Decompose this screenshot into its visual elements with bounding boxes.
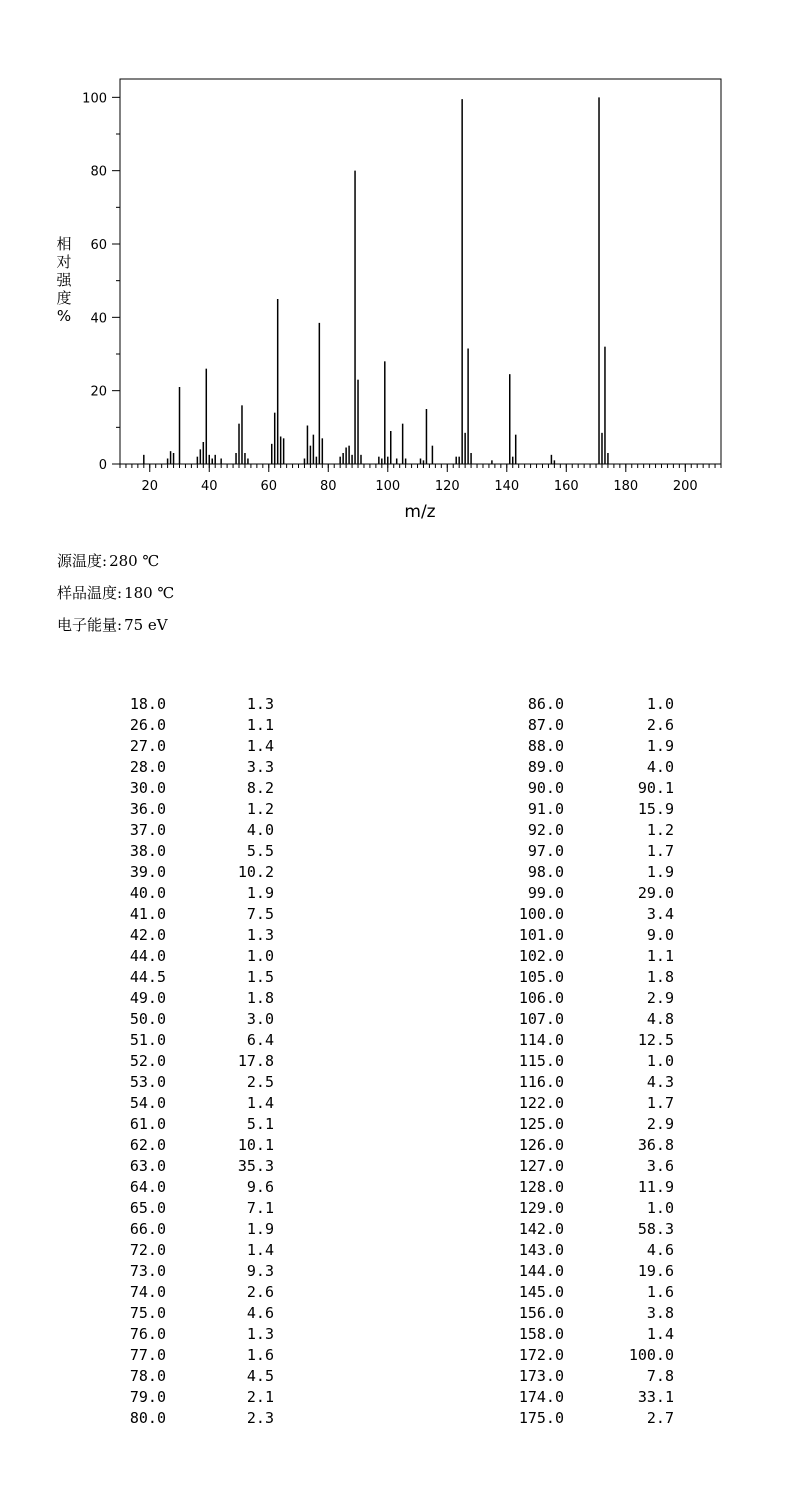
- table-row: [400, 925, 700, 946]
- abundance-value: 1.3: [246, 1325, 274, 1343]
- abundance-value: 90.1: [637, 779, 674, 797]
- x-tick-label: 20: [141, 479, 159, 494]
- table-row: [400, 988, 700, 1009]
- abundance-value: 7.8: [646, 1367, 674, 1385]
- y-tick-label: 0: [98, 458, 107, 473]
- table-row: [400, 1408, 700, 1429]
- x-axis-ticks: [141, 464, 697, 494]
- table-row: [0, 862, 300, 883]
- mz-value: 125.0: [518, 1115, 564, 1133]
- table-row: [400, 1387, 700, 1408]
- y-axis-ticks: [82, 91, 120, 473]
- mz-value: 102.0: [518, 947, 564, 965]
- y-axis-label-char: 度: [56, 289, 72, 307]
- mz-value: 30.0: [129, 779, 166, 797]
- mz-value: 100.0: [518, 905, 564, 923]
- abundance-value: 19.6: [637, 1262, 674, 1280]
- mz-value: 86.0: [527, 695, 564, 713]
- abundance-value: 8.2: [246, 779, 274, 797]
- abundance-value: 2.9: [646, 1115, 674, 1133]
- table-row: [400, 736, 700, 757]
- table-row: [400, 1198, 700, 1219]
- x-axis-label: m/z: [404, 502, 436, 522]
- mz-value: 77.0: [129, 1346, 166, 1364]
- mz-value: 51.0: [129, 1031, 166, 1049]
- table-row: [0, 841, 300, 862]
- abundance-value: 3.6: [646, 1157, 674, 1175]
- table-row: [400, 1030, 700, 1051]
- mass-spectrum-chart: [0, 0, 794, 530]
- mz-value: 78.0: [129, 1367, 166, 1385]
- y-axis-label-char: 强: [56, 271, 72, 289]
- mz-value: 38.0: [129, 842, 166, 860]
- table-row: [0, 799, 300, 820]
- mz-value: 91.0: [527, 800, 564, 818]
- abundance-value: 2.1: [246, 1388, 274, 1406]
- abundance-value: 1.8: [246, 989, 274, 1007]
- mz-value: 116.0: [518, 1073, 564, 1091]
- abundance-value: 2.9: [646, 989, 674, 1007]
- abundance-value: 1.6: [246, 1346, 274, 1364]
- table-row: [400, 1345, 700, 1366]
- abundance-value: 9.3: [246, 1262, 274, 1280]
- mz-value: 128.0: [518, 1178, 564, 1196]
- abundance-value: 1.2: [246, 800, 274, 818]
- mz-value: 114.0: [518, 1031, 564, 1049]
- mz-value: 127.0: [518, 1157, 564, 1175]
- mz-value: 64.0: [129, 1178, 166, 1196]
- abundance-value: 4.0: [246, 821, 274, 839]
- abundance-value: 1.9: [246, 1220, 274, 1238]
- peak-table-right: [400, 694, 700, 1429]
- abundance-value: 1.0: [646, 1199, 674, 1217]
- table-row: [400, 1240, 700, 1261]
- table-row: [0, 904, 300, 925]
- mz-value: 90.0: [527, 779, 564, 797]
- electron-energy-value: 75 eV: [124, 616, 168, 634]
- x-tick-label: 160: [553, 479, 579, 494]
- abundance-value: 1.3: [246, 695, 274, 713]
- table-row: [400, 967, 700, 988]
- mz-value: 40.0: [129, 884, 166, 902]
- mz-value: 52.0: [129, 1052, 166, 1070]
- table-row: [0, 1387, 300, 1408]
- abundance-value: 1.7: [646, 1094, 674, 1112]
- table-row: [400, 1177, 700, 1198]
- abundance-value: 7.1: [246, 1199, 274, 1217]
- table-row: [0, 1366, 300, 1387]
- table-row: [0, 736, 300, 757]
- mz-value: 173.0: [518, 1367, 564, 1385]
- mz-value: 92.0: [527, 821, 564, 839]
- table-row: [400, 1135, 700, 1156]
- mz-value: 122.0: [518, 1094, 564, 1112]
- mz-value: 80.0: [129, 1409, 166, 1427]
- sample-temperature-value: 180 ℃: [124, 584, 175, 602]
- abundance-value: 3.3: [246, 758, 274, 776]
- abundance-value: 1.0: [646, 1052, 674, 1070]
- table-row: [0, 778, 300, 799]
- table-row: [0, 1282, 300, 1303]
- mz-value: 62.0: [129, 1136, 166, 1154]
- abundance-value: 1.0: [646, 695, 674, 713]
- mz-value: 42.0: [129, 926, 166, 944]
- table-row: [400, 799, 700, 820]
- table-row: [400, 715, 700, 736]
- table-row: [0, 1345, 300, 1366]
- x-tick-label: 60: [260, 479, 278, 494]
- mz-value: 37.0: [129, 821, 166, 839]
- y-tick-label: 20: [90, 384, 107, 400]
- abundance-value: 10.2: [237, 863, 274, 881]
- table-row: [0, 715, 300, 736]
- x-tick-label: 200: [672, 479, 698, 494]
- mz-value: 97.0: [527, 842, 564, 860]
- y-axis-label: [56, 235, 72, 325]
- table-row: [0, 925, 300, 946]
- abundance-value: 1.4: [246, 1094, 274, 1112]
- abundance-value: 35.3: [237, 1157, 274, 1175]
- abundance-value: 4.8: [646, 1010, 674, 1028]
- abundance-value: 10.1: [237, 1136, 274, 1154]
- table-row: [0, 820, 300, 841]
- mz-value: 75.0: [129, 1304, 166, 1322]
- abundance-value: 15.9: [637, 800, 674, 818]
- abundance-value: 4.0: [646, 758, 674, 776]
- table-row: [0, 1114, 300, 1135]
- mz-value: 36.0: [129, 800, 166, 818]
- table-row: [0, 694, 300, 715]
- table-row: [400, 1009, 700, 1030]
- mz-value: 98.0: [527, 863, 564, 881]
- mz-value: 41.0: [129, 905, 166, 923]
- table-row: [0, 1009, 300, 1030]
- x-tick-label: 120: [434, 479, 460, 494]
- mz-value: 101.0: [518, 926, 564, 944]
- abundance-value: 4.5: [246, 1367, 274, 1385]
- table-row: [400, 694, 700, 715]
- mz-value: 39.0: [129, 863, 166, 881]
- abundance-value: 58.3: [637, 1220, 674, 1238]
- table-row: [0, 1303, 300, 1324]
- mz-value: 76.0: [129, 1325, 166, 1343]
- y-tick-label: 80: [90, 164, 107, 180]
- mz-value: 145.0: [518, 1283, 564, 1301]
- abundance-value: 1.1: [646, 947, 674, 965]
- table-row: [0, 757, 300, 778]
- mz-value: 143.0: [518, 1241, 564, 1259]
- abundance-value: 1.4: [246, 737, 274, 755]
- abundance-value: 1.4: [646, 1325, 674, 1343]
- mz-value: 73.0: [129, 1262, 166, 1280]
- mz-value: 88.0: [527, 737, 564, 755]
- table-row: [0, 967, 300, 988]
- mz-value: 53.0: [129, 1073, 166, 1091]
- x-tick-label: 100: [375, 479, 401, 494]
- electron-energy: [57, 615, 168, 635]
- table-row: [0, 1324, 300, 1345]
- abundance-value: 2.6: [246, 1283, 274, 1301]
- x-minor-ticks: [120, 464, 721, 468]
- mz-value: 106.0: [518, 989, 564, 1007]
- abundance-value: 100.0: [628, 1346, 674, 1364]
- table-row: [0, 1030, 300, 1051]
- y-tick-label: 40: [90, 311, 107, 327]
- table-row: [0, 1135, 300, 1156]
- abundance-value: 2.6: [646, 716, 674, 734]
- abundance-value: 5.5: [246, 842, 274, 860]
- table-row: [0, 1093, 300, 1114]
- abundance-value: 2.7: [646, 1409, 674, 1427]
- mz-value: 142.0: [518, 1220, 564, 1238]
- table-row: [400, 883, 700, 904]
- source-temperature-label: 源温度:: [57, 552, 108, 570]
- plot-frame: [120, 79, 721, 464]
- abundance-value: 3.4: [646, 905, 674, 923]
- mz-value: 105.0: [518, 968, 564, 986]
- mz-value: 174.0: [518, 1388, 564, 1406]
- table-row: [0, 1240, 300, 1261]
- abundance-value: 9.0: [646, 926, 674, 944]
- x-tick-label: 140: [494, 479, 520, 494]
- table-row: [0, 1408, 300, 1429]
- mz-value: 172.0: [518, 1346, 564, 1364]
- abundance-value: 4.6: [246, 1304, 274, 1322]
- mz-value: 26.0: [129, 716, 166, 734]
- abundance-value: 2.3: [246, 1409, 274, 1427]
- table-row: [400, 820, 700, 841]
- mz-value: 18.0: [129, 695, 166, 713]
- mz-value: 158.0: [518, 1325, 564, 1343]
- abundance-value: 3.0: [246, 1010, 274, 1028]
- table-row: [400, 1366, 700, 1387]
- mz-value: 54.0: [129, 1094, 166, 1112]
- table-row: [0, 1177, 300, 1198]
- peak-table-left: [0, 694, 300, 1429]
- abundance-value: 4.6: [646, 1241, 674, 1259]
- source-temperature-value: 280 ℃: [109, 552, 160, 570]
- table-row: [400, 1093, 700, 1114]
- y-tick-label: 60: [90, 238, 107, 253]
- abundance-value: 6.4: [246, 1031, 274, 1049]
- x-tick-label: 180: [613, 479, 639, 494]
- table-row: [400, 778, 700, 799]
- abundance-value: 29.0: [637, 884, 674, 902]
- table-row: [0, 1198, 300, 1219]
- abundance-value: 1.2: [646, 821, 674, 839]
- mz-value: 115.0: [518, 1052, 564, 1070]
- table-row: [400, 1219, 700, 1240]
- mz-value: 156.0: [518, 1304, 564, 1322]
- abundance-value: 1.4: [246, 1241, 274, 1259]
- y-axis-label-char: 相: [56, 235, 72, 253]
- abundance-value: 9.6: [246, 1178, 274, 1196]
- abundance-value: 2.5: [246, 1073, 274, 1091]
- mz-value: 79.0: [129, 1388, 166, 1406]
- abundance-value: 1.5: [246, 968, 274, 986]
- x-tick-label: 40: [200, 479, 218, 494]
- abundance-value: 1.6: [646, 1283, 674, 1301]
- table-row: [400, 1156, 700, 1177]
- table-row: [400, 1324, 700, 1345]
- abundance-value: 5.1: [246, 1115, 274, 1133]
- mz-value: 44.0: [129, 947, 166, 965]
- mz-value: 28.0: [129, 758, 166, 776]
- sample-temperature: [57, 583, 174, 603]
- table-row: [0, 883, 300, 904]
- abundance-value: 33.1: [637, 1388, 674, 1406]
- table-row: [0, 988, 300, 1009]
- y-tick-label: 100: [82, 91, 107, 107]
- table-row: [400, 757, 700, 778]
- mz-value: 87.0: [527, 716, 564, 734]
- abundance-value: 1.7: [646, 842, 674, 860]
- y-axis-label-char: %: [56, 307, 72, 325]
- abundance-value: 1.9: [246, 884, 274, 902]
- abundance-value: 1.9: [646, 737, 674, 755]
- mz-value: 49.0: [129, 989, 166, 1007]
- mz-value: 27.0: [129, 737, 166, 755]
- mz-value: 61.0: [129, 1115, 166, 1133]
- electron-energy-label: 电子能量:: [57, 616, 123, 634]
- table-row: [400, 1072, 700, 1093]
- abundance-value: 1.3: [246, 926, 274, 944]
- table-row: [400, 1303, 700, 1324]
- mz-value: 74.0: [129, 1283, 166, 1301]
- mz-value: 144.0: [518, 1262, 564, 1280]
- abundance-value: 11.9: [637, 1178, 674, 1196]
- mz-value: 175.0: [518, 1409, 564, 1427]
- table-row: [0, 1072, 300, 1093]
- abundance-value: 1.8: [646, 968, 674, 986]
- table-row: [400, 1261, 700, 1282]
- mz-value: 126.0: [518, 1136, 564, 1154]
- y-axis-label-char: 对: [56, 253, 72, 271]
- table-row: [400, 1051, 700, 1072]
- abundance-value: 1.9: [646, 863, 674, 881]
- abundance-value: 3.8: [646, 1304, 674, 1322]
- mz-value: 129.0: [518, 1199, 564, 1217]
- table-row: [0, 1051, 300, 1072]
- mz-value: 72.0: [129, 1241, 166, 1259]
- table-row: [400, 862, 700, 883]
- abundance-value: 1.0: [246, 947, 274, 965]
- sample-temperature-label: 样品温度:: [57, 584, 123, 602]
- table-row: [0, 1156, 300, 1177]
- abundance-value: 12.5: [637, 1031, 674, 1049]
- table-row: [400, 946, 700, 967]
- abundance-value: 4.3: [646, 1073, 674, 1091]
- mz-value: 63.0: [129, 1157, 166, 1175]
- table-row: [400, 1114, 700, 1135]
- table-row: [400, 1282, 700, 1303]
- mz-value: 99.0: [527, 884, 564, 902]
- spectrum-peaks: [144, 97, 608, 464]
- table-row: [0, 1219, 300, 1240]
- abundance-value: 17.8: [237, 1052, 274, 1070]
- mz-value: 50.0: [129, 1010, 166, 1028]
- source-temperature: [57, 551, 159, 571]
- x-tick-label: 80: [319, 479, 337, 494]
- table-row: [400, 904, 700, 925]
- table-row: [400, 841, 700, 862]
- abundance-value: 1.1: [246, 716, 274, 734]
- mz-value: 44.5: [129, 968, 166, 986]
- abundance-value: 7.5: [246, 905, 274, 923]
- mz-value: 66.0: [129, 1220, 166, 1238]
- mz-value: 65.0: [129, 1199, 166, 1217]
- abundance-value: 36.8: [637, 1136, 674, 1154]
- table-row: [0, 1261, 300, 1282]
- mz-value: 107.0: [518, 1010, 564, 1028]
- table-row: [0, 946, 300, 967]
- mz-value: 89.0: [527, 758, 564, 776]
